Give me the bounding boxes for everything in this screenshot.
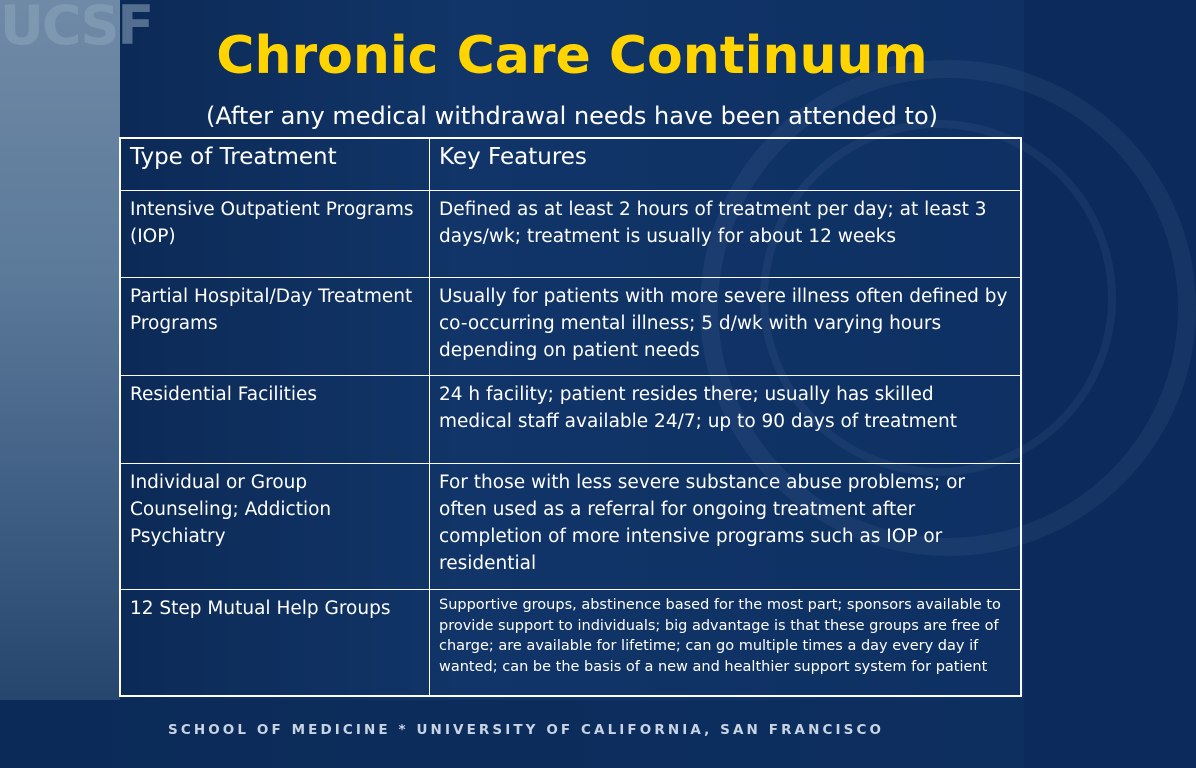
treatment-table <box>119 137 1022 697</box>
footer-text: SCHOOL OF MEDICINE * UNIVERSITY OF CALIFORNIA, SAN FRANCISCO <box>168 722 885 738</box>
header-key-features: Key Features <box>430 138 1022 191</box>
table-row <box>120 463 1021 590</box>
key-features-cell: Supportive groups, abstinence based for the most part; sponsors available to provide support to individuals; big advantage is that these groups are free of charge; are available for lifetime; can go multiple times a day every day if wanted; can be the basis of a new and healthier support system for patient <box>430 590 1022 696</box>
page-title: Chronic Care Continuum <box>216 26 928 86</box>
table-header-row <box>120 138 1021 191</box>
key-features-cell: For those with less severe substance abuse problems; or often used as a referral for ongoing treatment after completion of more intensive programs such as IOP or residential <box>430 463 1022 590</box>
page-subtitle: (After any medical withdrawal needs have been attended to) <box>205 102 939 130</box>
treatment-type-cell: Individual or Group Counseling; Addiction Psychiatry <box>120 463 430 590</box>
treatment-type-cell: Intensive Outpatient Programs (IOP) <box>120 191 430 278</box>
header-type-of-treatment: Type of Treatment <box>120 138 430 191</box>
ucsf-logo: UCSF <box>0 0 153 57</box>
table-row <box>120 278 1021 376</box>
key-features-cell: Usually for patients with more severe illness often defined by co-occurring mental illness; 5 d/wk with varying hours depending on patient needs <box>430 278 1022 376</box>
key-features-cell: 24 h facility; patient resides there; usually has skilled medical staff available 24/7; up to 90 days of treatment <box>430 376 1022 463</box>
key-features-cell: Defined as at least 2 hours of treatment per day; at least 3 days/wk; treatment is usually for about 12 weeks <box>430 191 1022 278</box>
table-row <box>120 590 1021 696</box>
left-accent-band <box>0 0 120 768</box>
treatment-type-cell: Residential Facilities <box>120 376 430 463</box>
treatment-type-cell: Partial Hospital/Day Treatment Programs <box>120 278 430 376</box>
treatment-type-cell: 12 Step Mutual Help Groups <box>120 590 430 696</box>
table-row <box>120 376 1021 463</box>
table-row <box>120 191 1021 278</box>
